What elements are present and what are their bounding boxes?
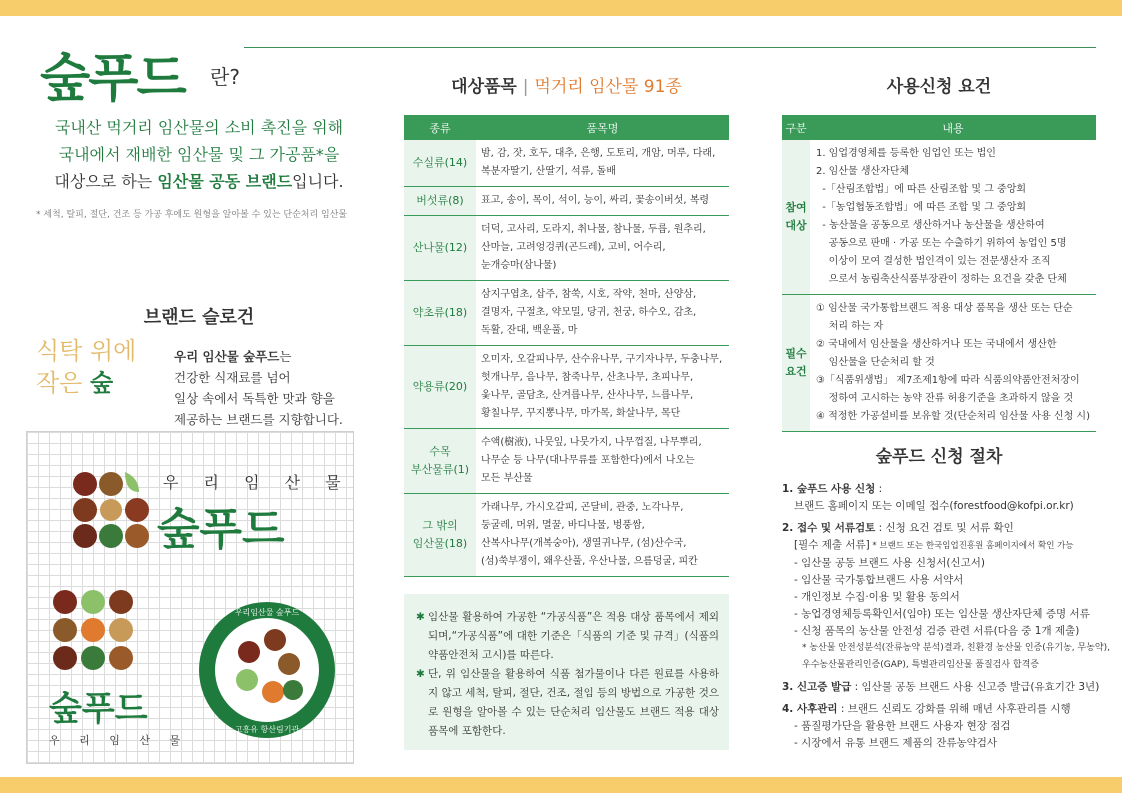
row-content-line: -「산림조합법」에 따른 산림조합 및 그 중앙회 bbox=[815, 184, 1027, 195]
row-content-line: 삼지구엽초, 삽주, 참쑥, 시호, 작약, 천마, 산양삼, bbox=[481, 289, 697, 300]
row-content bbox=[476, 494, 729, 577]
row-content-line: 으로서 농림축산식품부장관이 정하는 요건을 갖춘 단체 bbox=[815, 274, 1067, 285]
table-row bbox=[404, 429, 729, 494]
row-content-line: 독활, 잔대, 백운풀, 마 bbox=[481, 325, 578, 336]
row-content-line: -「농업협동조합법」에 따른 조합 및 그 중앙회 bbox=[815, 202, 1027, 213]
brand-logo-panel bbox=[26, 431, 354, 764]
row-content-line: 둥굴레, 머위, 멸꿀, 바디나물, 벙풍쌈, bbox=[481, 520, 645, 531]
small-logo-tagline: 우 리 임 산 물 bbox=[49, 734, 189, 747]
slogan-headline: 식탁 위에 작은 숲 bbox=[36, 337, 137, 397]
row-content-line: 헛개나무, 음나무, 참죽나무, 산초나무, 초피나무, bbox=[481, 372, 694, 383]
row-content-line: 오미자, 오갈피나무, 산수유나무, 구기자나무, 두충나무, bbox=[481, 354, 723, 365]
intro-line: 국내산 먹거리 임산물의 소비 촉진을 위해 bbox=[54, 118, 344, 137]
bottom-accent-bar bbox=[0, 777, 1122, 793]
row-category: 약용류(20) bbox=[404, 346, 476, 429]
row-content-line: ① 임산물 국가통합브랜드 적용 대상 품목을 생산 또는 단순 bbox=[815, 303, 1073, 314]
row-content-line: 산복사나무(개복숭아), 생열귀나무, (섬)산수국, bbox=[481, 538, 687, 549]
small-logo-wordmark: 숲푸드 bbox=[49, 689, 148, 729]
small-logo-produce-icons bbox=[53, 590, 133, 670]
row-category: 약초류(18) bbox=[404, 281, 476, 346]
procedure-step: 2. 접수 및 서류검토 : 신청 요건 검토 및 서류 확인 [필수 제출 서류] * 브랜드 또는 한국임업진흥원 홈페이지에서 확인 가능 - 임산물 공동 브랜드 사용 신청서(신고서) - 임산물 국가통합브랜드 사용 서약서 - 개인정보 수집·이용 및 활용 동의서 - 농업경영체등록확인서(임야) 또는 임산물 생산자단체 증명 서류 - 신청 품목의 농산물 안전성 검증 관련 서류(다음 중 1개 제출) * 농산물 안전성분석(잔류농약 분석)결과, 친환경 농산물 인증(유기농, 무농약), 우수농산물관리인증(GAP), 특별관리임산물 품질검사 합격증 bbox=[782, 522, 1110, 670]
seal-bottom-text: 고흥유 항산림기관 bbox=[234, 725, 300, 734]
row-content-line: 밤, 감, 잣, 호두, 대추, 은행, 도토리, 개암, 머루, 다래, bbox=[481, 148, 716, 159]
round-seal bbox=[199, 602, 335, 738]
row-content-line: 결명자, 구절초, 약모밀, 당귀, 천궁, 하수오, 감초, bbox=[481, 307, 697, 318]
table-header: 품목명 bbox=[476, 115, 729, 140]
row-category: 산나물(12) bbox=[404, 216, 476, 281]
brand-intro-column bbox=[24, 16, 374, 776]
row-content bbox=[476, 429, 729, 494]
procedure-steps bbox=[782, 481, 1110, 757]
row-content bbox=[476, 281, 729, 346]
row-content-line: 공동으로 판매 · 가공 또는 수출하기 위하여 농업인 5명 bbox=[815, 238, 1067, 249]
table-row bbox=[782, 140, 1096, 295]
procedure-title: 숲푸드 신청 절차 bbox=[875, 447, 1003, 467]
row-category: 참여 대상 bbox=[782, 140, 810, 295]
seal-top-text: 우리임산물 숲푸드 bbox=[234, 608, 300, 617]
note-item: ✱ 단, 위 임산물을 활용하여 식품 첨가물이나 다른 원료를 사용하지 않고 세척, 탈피, 절단, 건조, 절임 등의 방법으로 가공한 것으로 원형을 알아볼 수 있는 단순처리 임산물도 브랜드 적용 대상 품목에 포함한다. bbox=[416, 665, 719, 741]
row-content-line: 모든 부산물 bbox=[481, 473, 533, 484]
slogan-title: 브랜드 슬로건 bbox=[143, 307, 255, 328]
row-content bbox=[810, 295, 1096, 432]
procedure-step: 4. 사후관리 : 브랜드 신뢰도 강화를 위해 매년 사후관리를 시행 - 품질평가단을 활용한 브랜드 사용자 현장 점검 - 시장에서 유통 브랜드 제품의 잔류농약검사 bbox=[782, 703, 1071, 749]
row-content-line: ③「식품위생법」 제7조제1항에 따라 식품의약품안전처장이 bbox=[815, 375, 1080, 386]
row-content-line: ② 국내에서 임산물을 생산하거나 또는 국내에서 생산한 bbox=[815, 339, 1057, 350]
brand-logo-artwork bbox=[27, 432, 353, 763]
row-content-line: 처리 하는 자 bbox=[815, 321, 884, 332]
row-content-line: 1. 임업경영체를 등록한 임업인 또는 법인 bbox=[815, 148, 996, 159]
row-content-line: 복분자딸기, 산딸기, 석류, 돌배 bbox=[481, 166, 616, 177]
intro-emphasis: 임산물 공동 브랜드 bbox=[157, 172, 293, 191]
row-content-line: 임산물을 단순처리 할 것 bbox=[815, 357, 935, 368]
table-header: 구분 bbox=[782, 115, 810, 140]
brand-title: 숲푸드 bbox=[40, 49, 185, 109]
table-row bbox=[782, 295, 1096, 432]
intro-line: 국내에서 재배한 임산물 및 그 가공품*을 bbox=[58, 145, 340, 164]
target-items-title: 대상품목 | 먹거리 임산물 91종 bbox=[451, 77, 682, 97]
row-content bbox=[476, 187, 729, 216]
row-content-line: 정하여 고시하는 농약 잔류 허용기준을 초과하지 않을 것 bbox=[815, 393, 1074, 404]
row-content-line: 이상이 모여 결성한 법인격이 있는 전문생산자 조직 bbox=[815, 256, 1051, 267]
row-content bbox=[810, 140, 1096, 295]
note-star-icon: ✱ bbox=[416, 668, 425, 680]
brand-intro-text bbox=[24, 114, 374, 195]
row-content-line: (섬)쑥부쟁이, 왜우산풀, 우산나물, 으름덩굴, 피칸 bbox=[481, 556, 698, 567]
logo-tagline: 우 리 임 산 물 bbox=[163, 473, 351, 492]
top-accent-bar bbox=[0, 0, 1122, 16]
row-category: 그 밖의 임산물(18) bbox=[404, 494, 476, 577]
row-content bbox=[476, 216, 729, 281]
row-category: 필수 요건 bbox=[782, 295, 810, 432]
slogan-description: 우리 임산물 숲푸드는 건강한 식재료를 넘어 일상 속에서 독특한 맛과 향을 제공하는 브랜드를 지향합니다. bbox=[174, 349, 343, 427]
brand-heading bbox=[40, 36, 240, 111]
notes-box bbox=[404, 594, 729, 750]
row-category: 버섯류(8) bbox=[404, 187, 476, 216]
row-content-line: 수액(樹液), 나뭇잎, 나뭇가지, 나무껍질, 나무뿌리, bbox=[481, 437, 702, 448]
row-content-line: 가래나무, 가시오갈피, 곤달비, 관중, 노각나무, bbox=[481, 502, 684, 513]
row-content-line: 나무순 등 나무(대나무류를 포함한다)에서 나오는 bbox=[481, 455, 695, 466]
table-row bbox=[404, 216, 729, 281]
row-content-line: 황칠나무, 꾸지뽕나무, 마가목, 화살나무, 목단 bbox=[481, 408, 681, 419]
brand-title-suffix: 란? bbox=[210, 65, 240, 89]
logo-produce-icons bbox=[73, 472, 149, 548]
table-header: 내용 bbox=[810, 115, 1096, 140]
table-row bbox=[404, 140, 729, 187]
row-content bbox=[476, 140, 729, 187]
row-category: 수실류(14) bbox=[404, 140, 476, 187]
requirements-title: 사용신청 요건 bbox=[886, 77, 992, 97]
row-content-line: 옻나무, 골담초, 산겨릅나무, 산사나무, 느릅나무, bbox=[481, 390, 694, 401]
row-content-line: 2. 임산물 생산자단체 bbox=[815, 166, 910, 177]
row-content-line: ④ 적정한 가공설비를 보유할 것(단순처리 임산물 사용 신청 시) bbox=[815, 411, 1090, 422]
row-content bbox=[476, 346, 729, 429]
requirements-table bbox=[782, 115, 1096, 432]
note-item: ✱ 임산물 활용하여 가공한 “가공식품”은 적용 대상 품목에서 제외되며,“가공식품”에 대한 기준은「식품의 기준 및 규격」(식품의약품안전처 고시)를 따른다. bbox=[416, 608, 719, 665]
row-category: 수목 부산물류(1) bbox=[404, 429, 476, 494]
row-content-line: 더덕, 고사리, 도라지, 취나물, 참나물, 두릅, 원추리, bbox=[481, 224, 706, 235]
table-row bbox=[404, 281, 729, 346]
intro-line: 대상으로 하는 임산물 공동 브랜드입니다. bbox=[54, 172, 344, 191]
table-row bbox=[404, 346, 729, 429]
procedure-step: 3. 신고증 발급 : 임산물 공동 브랜드 사용 신고증 발급(유효기간 3년) bbox=[782, 681, 1100, 693]
procedure-step: 1. 숲푸드 사용 신청 : 브랜드 홈페이지 또는 이메일 접수(forestfood@kofpi.or.kr) bbox=[782, 483, 1074, 512]
target-items-table bbox=[404, 115, 729, 577]
table-row bbox=[404, 187, 729, 216]
table-row bbox=[404, 494, 729, 577]
row-content-line: 산마늘, 고려엉겅퀴(곤드레), 고비, 어수리, bbox=[481, 242, 666, 253]
row-content-line: 표고, 송이, 목이, 석이, 능이, 싸리, 꽃송이버섯, 복령 bbox=[481, 195, 710, 206]
table-header: 종류 bbox=[404, 115, 476, 140]
intro-footnote: * 세척, 탈피, 절단, 건조 등 가공 후에도 원형을 알아볼 수 있는 단순처리 임산물 bbox=[36, 210, 348, 220]
logo-wordmark: 숲푸드 bbox=[157, 504, 285, 555]
row-content-line: 눈개승마(삼나물) bbox=[481, 260, 557, 271]
row-content-line: - 농산물을 공동으로 생산하거나 농산물을 생산하여 bbox=[815, 220, 1045, 231]
note-star-icon: ✱ bbox=[416, 611, 425, 623]
